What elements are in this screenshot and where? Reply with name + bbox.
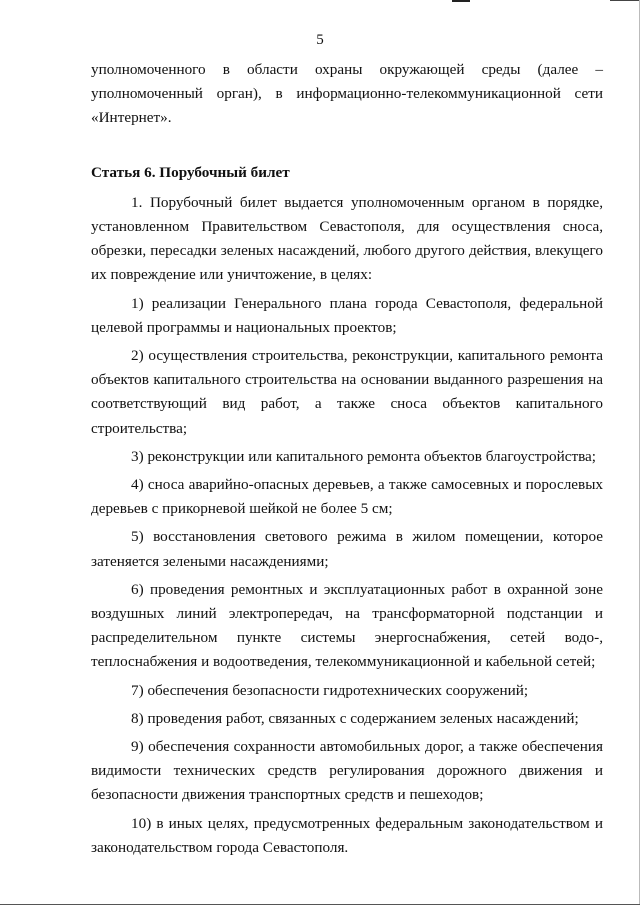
- article-title: Статья 6. Порубочный билет: [91, 163, 290, 181]
- list-item-1: 1) реализации Генерального плана города Севастополя, федеральной целевой программы и национальных проектов;: [91, 294, 603, 336]
- list-item-4: 4) сноса аварийно-опасных деревьев, а также самосевных и порослевых деревьев с прикорневой шейкой не более 5 см;: [91, 476, 603, 518]
- page-number: 5: [316, 32, 324, 48]
- list-item-5: 5) восстановления светового режима в жилом помещении, которое затеняется зелеными насаждениями;: [91, 528, 603, 570]
- list-item-2: 2) осуществления строительства, реконструкции, капитального ремонта объектов капитального строительства на основании выданного разрешения на соответствующий вид работ, а также сноса объектов капитального строительства;: [91, 347, 603, 437]
- scan-artifact-top-right: [610, 0, 640, 1]
- intro-paragraph: уполномоченного в области охраны окружающей среды (далее – уполномоченный орган), в информационно-телекоммуникационной сети «Интернет».: [91, 61, 603, 127]
- paragraph-1: 1. Порубочный билет выдается уполномоченным органом в порядке, установленном Правительством Севастополя, для осуществления сноса, обрезки, пересадки зеленых насаждений, любого другого действия, влекущего их повреждение или уничтожение, в целях:: [91, 193, 603, 284]
- list-item-10: 10) в иных целях, предусмотренных федеральным законодательством и законодательством города Севастополя.: [91, 814, 603, 856]
- list-item-7: 7) обеспечения безопасности гидротехнических сооружений;: [131, 681, 529, 699]
- document-body: [91, 58, 603, 860]
- scan-artifact-top: [452, 0, 470, 2]
- list-item-9: 9) обеспечения сохранности автомобильных дорог, а также обеспечения видимости технических средств регулирования дорожного движения и безопасности движения транспортных средств и пешеходов;: [91, 738, 603, 804]
- list-item-6: 6) проведения ремонтных и эксплуатационных работ в охранной зоне воздушных линий электропередач, на трансформаторной подстанции и распределительном пункте системы энергоснабжения, сетей водо-, теплоснабжения и водоотведения, телекоммуникационной и кабельной сетей;: [91, 580, 603, 671]
- list-item-8: 8) проведения работ, связанных с содержанием зеленых насаждений;: [131, 709, 579, 727]
- list-item-3: 3) реконструкции или капитального ремонта объектов благоустройства;: [131, 447, 597, 465]
